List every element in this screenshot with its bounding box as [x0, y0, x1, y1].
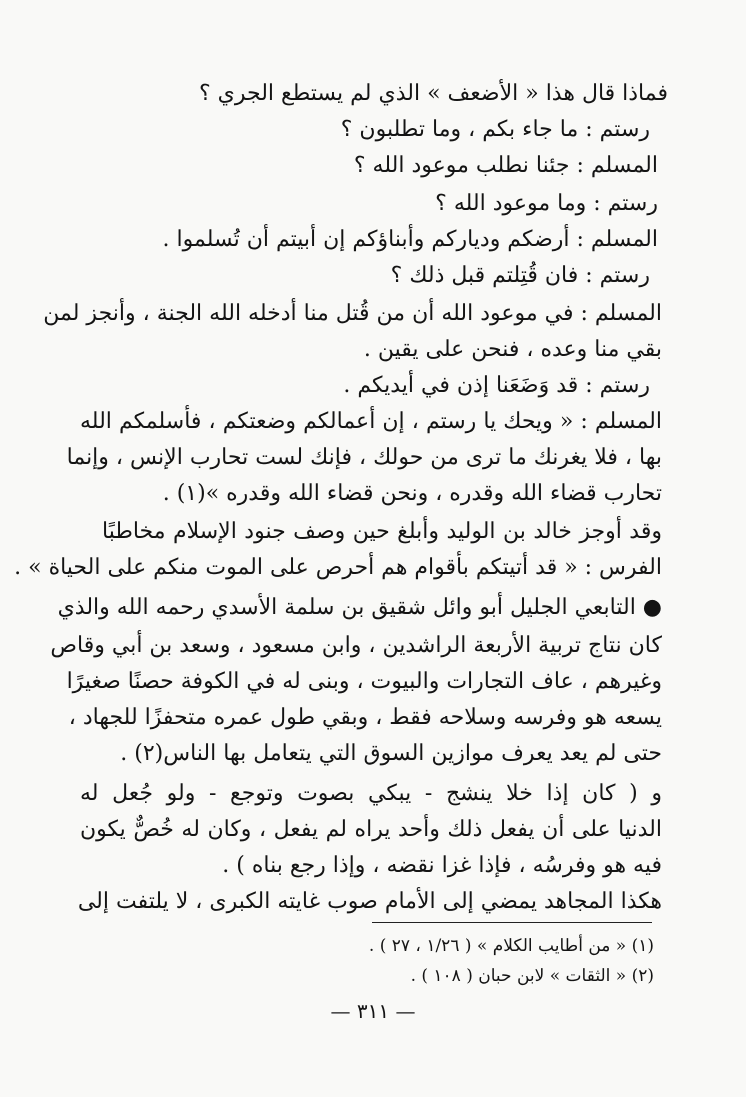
footnote-1: (١) « من أطايب الكلام » ( ١/٢٦ ، ٢٧ ) .	[368, 936, 654, 956]
text-line-16: كان نتاج تربية الأربعة الراشدين ، وابن مسعود ، وسعد بن أبي وقاص	[50, 633, 662, 658]
text-line-3: المسلم : جئنا نطلب موعود الله ؟	[353, 153, 658, 178]
text-line-23: هكذا المجاهد يمضي إلى الأمام صوب غايته الكبرى ، لا يلتفت إلى	[77, 889, 662, 914]
text-line-5: المسلم : أرضكم ودياركم وأبناؤكم إن أبيتم أن تُسلموا .	[162, 227, 658, 252]
text-line-10: المسلم : « ويحك يا رستم ، إن أعمالكم وضعتكم ، فأسلمكم الله	[80, 409, 662, 434]
footnote-divider	[372, 922, 652, 923]
footnote-2: (٢) « الثقات » لابن حبان ( ١٠٨ ) .	[410, 966, 654, 986]
text-line-11: بها ، فلا يغرنك ما ترى من حولك ، فإنك لست تحارب الإنس ، وإنما	[66, 445, 662, 470]
text-line-9: رستم : قد وَضَعَنا إذن في أيديكم .	[343, 373, 650, 398]
text-line-19: حتى لم يعد يعرف موازين السوق التي يتعامل بها الناس(٢) .	[120, 741, 662, 766]
text-line-14: الفرس : « قد أتيتكم بأقوام هم أحرص على الموت منكم على الحياة » .	[14, 555, 662, 580]
text-line-18: يسعه هو وفرسه وسلاحه فقط ، وبقي طول عمره متحفزًا للجهاد ،	[68, 705, 662, 730]
text-line-2: رستم : ما جاء بكم ، وما تطلبون ؟	[340, 117, 650, 142]
text-line-7: المسلم : في موعود الله أن من قُتل منا أدخله الله الجنة ، وأنجز لمن	[43, 301, 662, 326]
text-line-13: وقد أوجز خالد بن الوليد وأبلغ حين وصف جنود الإسلام مخاطبًا	[102, 519, 662, 544]
text-line-8: بقي منا وعده ، فنحن على يقين .	[363, 337, 662, 362]
text-line-15: ● التابعي الجليل أبو وائل شقيق بن سلمة الأسدي رحمه الله والذي	[57, 595, 662, 620]
text-line-17: وغيرهم ، عاف التجارات والبيوت ، وبنى له في الكوفة حصنًا صغيرًا	[66, 669, 662, 694]
text-line-4: رستم : وما موعود الله ؟	[435, 191, 658, 216]
text-line-21: الدنيا على أن يفعل ذلك وأحد يراه لم يفعل ، وكان له خُصٌّ يكون	[80, 817, 662, 842]
text-line-20: و ( كان إذا خلا ينشج - يبكي بصوت وتوجع - ولو جُعل له	[80, 781, 662, 806]
page-number: — ٣١١ —	[330, 999, 416, 1023]
text-line-22: فيه هو وفرسُه ، فإذا غزا نقضه ، وإذا رجع بناه ) .	[222, 853, 662, 878]
text-line-6: رستم : فان قُتِلتم قبل ذلك ؟	[390, 263, 650, 288]
text-line-1: فماذا قال هذا « الأضعف » الذي لم يستطع الجري ؟	[198, 81, 668, 106]
text-line-12: تحارب قضاء الله وقدره ، ونحن قضاء الله وقدره »(١) .	[162, 481, 662, 506]
